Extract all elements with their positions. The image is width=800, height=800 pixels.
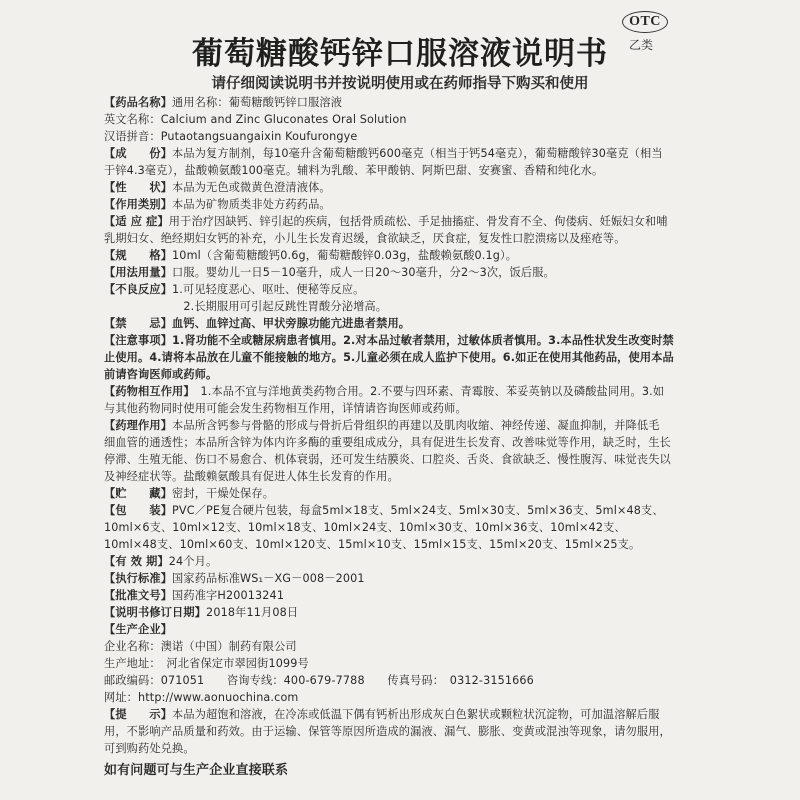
line-text: 网址：http://www.aonuochina.com xyxy=(104,691,299,704)
section-heading: 【贮 藏】 xyxy=(104,487,173,500)
line-text: 英文名称：Calcium and Zinc Gluconates Oral Solution xyxy=(104,113,407,126)
leaflet-lines xyxy=(104,94,710,757)
footer-note: 如有问题可与生产企业直接联系 xyxy=(104,763,289,778)
text-line xyxy=(104,706,710,723)
text-line xyxy=(104,655,710,672)
line-text: 1.可见轻度恶心、呕吐、便秘等反应。 xyxy=(172,283,365,296)
text-line xyxy=(104,264,710,281)
line-text: 本品为矿物质类非处方药药品。 xyxy=(172,198,331,211)
text-line xyxy=(104,213,710,230)
section-heading: 【说明书修订日期】 xyxy=(104,606,207,619)
text-line xyxy=(104,400,710,417)
text-line xyxy=(104,553,710,570)
line-text: 细血管的通透性；本品所含锌为体内许多酶的重要组成成分，具有促进生长发育、改善味觉等作用，缺乏时，生长 xyxy=(104,436,671,449)
text-line xyxy=(104,332,710,349)
text-line xyxy=(104,536,710,553)
text-line xyxy=(104,298,710,315)
line-text: PVC／PE复合硬片包装，每盒5ml×18支、5ml×24支、5ml×30支、5ml×36支、5ml×48支、 xyxy=(172,504,664,517)
text-line xyxy=(104,434,710,451)
text-line xyxy=(104,485,710,502)
text-line xyxy=(104,315,710,332)
line-text: 血钙、血锌过高、甲状旁腺功能亢进患者禁用。 xyxy=(172,317,411,330)
usage-warning: 请仔细阅读说明书并按说明使用或在药师指导下购买和使用 xyxy=(211,76,589,92)
text-line xyxy=(104,519,710,536)
section-heading: 【有 效 期】 xyxy=(104,555,169,568)
text-line xyxy=(104,162,710,179)
section-heading: 【生产企业】 xyxy=(104,623,173,636)
text-line xyxy=(104,145,710,162)
text-line xyxy=(104,672,710,689)
line-text: 10ml（含葡萄糖酸钙0.6g，葡萄糖酸锌0.03g，盐酸赖氨酸0.1g）。 xyxy=(172,249,518,262)
text-line xyxy=(104,383,710,400)
line-text: 乳期妇女、绝经期妇女钙的补充，小儿生长发育迟缓，食欲缺乏，厌食症，复发性口腔溃疡以及痤疮等。 xyxy=(104,232,626,245)
text-line xyxy=(104,247,710,264)
text-line xyxy=(104,230,710,247)
section-heading: 【药品名称】 xyxy=(104,96,173,109)
line-text: 与其他药物同时使用可能会发生药物相互作用，详情请咨询医师或药师。 xyxy=(104,402,467,415)
text-line xyxy=(104,570,710,587)
section-heading: 【提 示】 xyxy=(104,708,173,721)
line-text: 及神经症状等。盐酸赖氨酸具有促进人体生长发育的作用。 xyxy=(104,470,399,483)
line-text: 国药准字H20013241 xyxy=(172,589,285,602)
section-heading: 止使用。4.请将本品放在儿童不能接触的地方。5.儿童必须在成人监护下使用。6.如正在使用其他药品，使用本品 xyxy=(104,351,674,364)
line-text: 本品为复方制剂，每10毫升含葡萄糖酸钙600毫克（相当于钙54毫克），葡萄糖酸锌30毫克（相当 xyxy=(172,147,663,160)
text-line xyxy=(104,502,710,519)
leaflet-body xyxy=(104,94,710,779)
line-text: 可到购药处兑换。 xyxy=(104,742,195,755)
text-line xyxy=(104,723,710,740)
text-line xyxy=(104,417,710,434)
line-text: 24个月。 xyxy=(168,555,218,568)
line-text: 企业名称：澳诺（中国）制药有限公司 xyxy=(104,640,297,653)
line-text: 生产地址： 河北省保定市翠园街1099号 xyxy=(104,657,309,670)
section-heading: 【不良反应】 xyxy=(104,283,173,296)
text-line xyxy=(104,587,710,604)
line-text: 用，不影响产品质量和药效。由于运输、保管等原因所造成的漏液、漏气、膨胀、变黄或混浊等现象，请勿服用， xyxy=(104,725,671,738)
line-text: 国家药品标准WS₁－XG－008－2001 xyxy=(172,572,365,585)
section-heading: 【用法用量】 xyxy=(104,266,173,279)
category-label: 乙类 xyxy=(629,38,654,52)
text-line xyxy=(104,451,710,468)
line-text: 本品为无色或微黄色澄清液体。 xyxy=(172,181,331,194)
line-text: 本品为超饱和溶液，在冷冻或低温下偶有钙析出形成灰白色絮状或颗粒状沉淀物，可加温溶解后服 xyxy=(172,708,660,721)
text-line xyxy=(104,94,710,111)
line-text: 2.长期服用可引起反跳性胃酸分泌增高。 xyxy=(104,300,388,313)
text-line xyxy=(104,468,710,485)
text-line xyxy=(104,128,710,145)
text-line xyxy=(104,740,710,757)
text-line xyxy=(104,349,710,366)
line-text: 密封，干燥处保存。 xyxy=(172,487,275,500)
text-line xyxy=(104,366,710,383)
otc-badge: OTC xyxy=(622,11,668,33)
page-title: 葡萄糖酸钙锌口服溶液说明书 xyxy=(192,36,608,72)
line-text: 通用名称：葡萄糖酸钙锌口服溶液 xyxy=(172,96,343,109)
line-text: 10ml×48支、10ml×60支、10ml×120支、15ml×10支、15ml×15支、15ml×20支、15ml×25支。 xyxy=(104,538,641,551)
section-heading: 【性 状】 xyxy=(104,181,173,194)
text-line xyxy=(104,689,710,706)
line-text: 停滞、生殖无能、伤口不易愈合、机体衰弱，还可发生结膜炎、口腔炎、舌炎、食欲缺乏、慢性腹泻、味觉丧失以 xyxy=(104,453,671,466)
line-text: 1.肾功能不全或糖尿病患者慎用。2.对本品过敏者禁用，过敏体质者慎用。3.本品性状发生改变时禁 xyxy=(172,334,674,347)
line-text: 2018年11月08日 xyxy=(206,606,299,619)
line-text: 汉语拼音：Putaotangsuangaixin Koufurongye xyxy=(104,130,358,143)
line-text: 1.本品不宜与洋地黄类药物合用。2.不要与四环素、青霉胺、苯妥英钠以及磷酸盐同用。3.如 xyxy=(189,385,665,398)
section-heading: 【成 份】 xyxy=(104,147,173,160)
section-heading: 【适 应 症】 xyxy=(104,215,169,228)
text-line xyxy=(104,111,710,128)
line-text: 本品所含钙参与骨骼的形成与骨折后骨组织的再建以及肌肉收缩、神经传递、凝血抑制，并降低毛 xyxy=(172,419,660,432)
section-heading: 【药物相互作用】 xyxy=(104,385,190,398)
text-line xyxy=(104,638,710,655)
line-text: 用于治疗因缺钙、锌引起的疾病，包括骨质疏松、手足抽搐症、骨发育不全、佝偻病、妊娠妇女和哺 xyxy=(168,215,668,228)
text-line xyxy=(104,179,710,196)
line-text: 邮政编码：071051 咨询专线：400-679-7788 传真号码： 0312-3151666 xyxy=(104,674,534,687)
section-heading: 【执行标准】 xyxy=(104,572,173,585)
section-heading: 【包 装】 xyxy=(104,504,173,517)
line-text: 于锌4.3毫克），盐酸赖氨酸100毫克。辅料为乳酸、苯甲酸钠、阿斯巴甜、安赛蜜、香精和纯化水。 xyxy=(104,164,604,177)
text-line xyxy=(104,196,710,213)
text-line xyxy=(104,281,710,298)
text-line xyxy=(104,604,710,621)
section-heading: 【作用类别】 xyxy=(104,198,173,211)
section-heading: 前请咨询医师或药师。 xyxy=(104,368,218,381)
section-heading: 【批准文号】 xyxy=(104,589,173,602)
line-text: 口服。婴幼儿一日5－10毫升，成人一日20～30毫升，分2～3次，饭后服。 xyxy=(172,266,555,279)
section-heading: 【规 格】 xyxy=(104,249,173,262)
text-line xyxy=(104,621,710,638)
section-heading: 【禁 忌】 xyxy=(104,317,173,330)
section-heading: 【注意事项】 xyxy=(104,334,173,347)
section-heading: 【药理作用】 xyxy=(104,419,173,432)
line-text: 10ml×6支、10ml×12支、10ml×18支、10ml×24支、10ml×30支、10ml×36支、10ml×42支、 xyxy=(104,521,626,534)
